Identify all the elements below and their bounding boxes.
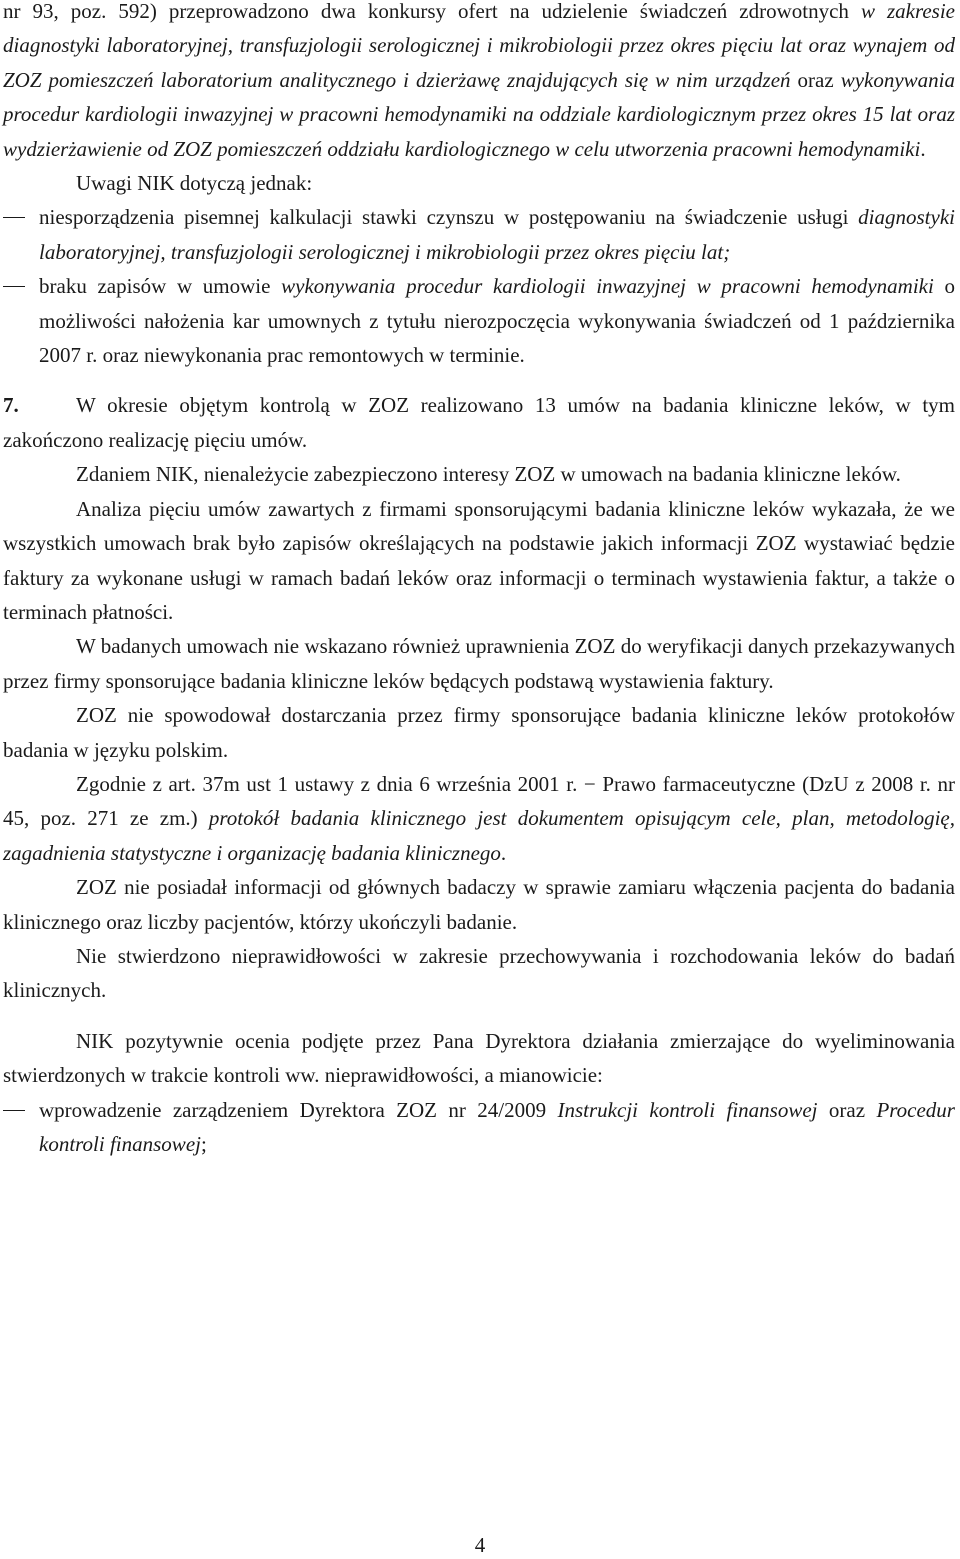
dash-separator: − — [583, 771, 596, 796]
italic-run: w zakresie diagnostyki laboratoryjnej, transfuzjologii serologicznej i mikrobiologii przez okres pięciu lat oraz wynajem od ZOZ pomieszczeń laboratorium analitycznego i dzierżawę znajdujących się w nim urządzeń — [3, 0, 955, 92]
text-run: oraz — [817, 1097, 877, 1122]
italic-run: diagnostyki laboratoryjnej, transfuzjologii serologicznej i mikrobiologii przez okres pięciu lat; — [39, 205, 955, 264]
italic-run: protokół badania klinicznego jest dokumentem opisującym cele, plan, metodologię, zagadnienia statystyczne i organizację badania klinicznego — [3, 806, 955, 865]
text-run: ; — [200, 1132, 207, 1156]
remarks-list — [3, 200, 955, 372]
paragraph-tender-summary — [3, 0, 955, 166]
paragraph-verification-rights: W badanych umowach nie wskazano również uprawnienia ZOZ do weryfikacji danych przekazywanych przez firmy sponsorujące badania kliniczne leków będących podstawą wystawienia faktury. — [3, 634, 955, 693]
text-run: niesporządzenia pisemnej kalkulacji stawki czynszu w postępowaniu na świadczenie usługi — [39, 205, 859, 230]
text-run: braku zapisów w umowie — [39, 274, 282, 299]
text-run: . — [920, 136, 926, 161]
text-run: . — [500, 840, 507, 865]
paragraph-corrective-actions: NIK pozytywnie ocenia podjęte przez Pana Dyrektora działania zmierzające do wyeliminowania stwierdzonych w trakcie kontroli ww. nieprawidłowości, a mianowicie: — [3, 1028, 955, 1088]
italic-run: wykonywania procedur kardiologii inwazyjnej w pracowni hemodynamiki — [281, 274, 934, 299]
text-run: nr 93, poz. 592) przeprowadzono dwa konkursy ofert na udzielenie świadczeń zdrowotnych — [3, 0, 861, 23]
document-body — [3, 0, 955, 1161]
text-run: Zgodnie z art. 37m ust 1 ustawy z dnia 6 września 2001 r. — [76, 771, 584, 796]
italic-run: Instrukcji kontroli finansowej — [557, 1097, 818, 1122]
paragraph-nik-opinion: Zdaniem NIK, nienależycie zabezpieczono interesy ZOZ w umowach na badania kliniczne leków. — [76, 462, 901, 487]
list-item — [3, 1093, 955, 1162]
section-7-paragraph — [3, 388, 955, 457]
paragraph-investigators-info: ZOZ nie posiadał informacji od głównych badaczy w sprawie zamiaru włączenia pacjenta do badania klinicznego oraz liczby pacjentów, którzy ukończyli badanie. — [3, 875, 955, 934]
paragraph-contract-analysis: Analiza pięciu umów zawartych z firmami sponsorującymi badania kliniczne leków wykazała, że we wszystkich umowach brak było zapisów określających na podstawie jakich informacji ZOZ wystawiać będzie faktury za wykonane usługi w ramach badań leków oraz informacji o terminach wystawienia faktur, a także o terminach płatności. — [3, 496, 955, 624]
dash-bullet-icon — [3, 217, 25, 218]
list-item — [3, 269, 955, 372]
paragraph-legal-basis — [3, 767, 955, 870]
dash-bullet-icon — [3, 286, 25, 287]
page-number: 4 — [474, 1533, 486, 1557]
paragraph-nik-remarks-intro: Uwagi NIK dotyczą jednak: — [76, 171, 313, 196]
text-run: oraz — [790, 67, 841, 92]
text-run: wprowadzenie zarządzeniem Dyrektora ZOZ nr 24/2009 — [39, 1097, 558, 1122]
italic-run: wykonywania procedur kardiologii inwazyjnej w pracowni hemodynamiki na oddziale kardiologicznym przez okres 15 lat oraz wydzierżawienie od ZOZ pomieszczeń oddziału kardiologicznego w celu utworzenia pracowni hemodynamiki — [3, 67, 955, 161]
corrective-actions-list — [3, 1093, 955, 1162]
section-number: 7. — [3, 393, 19, 418]
list-item — [3, 200, 955, 269]
paragraph-protocols: ZOZ nie spowodował dostarczania przez firmy sponsorujące badania kliniczne leków protokołów badania w języku polskim. — [3, 703, 955, 762]
text-run: Prawo farmaceutyczne (DzU z 2008 r. nr 45, poz. 271 ze zm.) — [3, 771, 955, 831]
dash-bullet-icon — [3, 1110, 25, 1111]
italic-run: Procedur kontroli finansowej — [39, 1097, 955, 1156]
paragraph-drug-storage: Nie stwierdzono nieprawidłowości w zakresie przechowywania i rozchodowania leków do badań klinicznych. — [3, 943, 955, 1003]
text-run: W okresie objętym kontrolą w ZOZ realizowano 13 umów na badania kliniczne leków, w tym zakończono realizację pięciu umów. — [3, 393, 955, 452]
text-run: o możliwości nałożenia kar umownych z tytułu nierozpoczęcia wykonywania świadczeń od 1 października 2007 r. oraz niewykonania prac remontowych w terminie. — [39, 274, 955, 368]
